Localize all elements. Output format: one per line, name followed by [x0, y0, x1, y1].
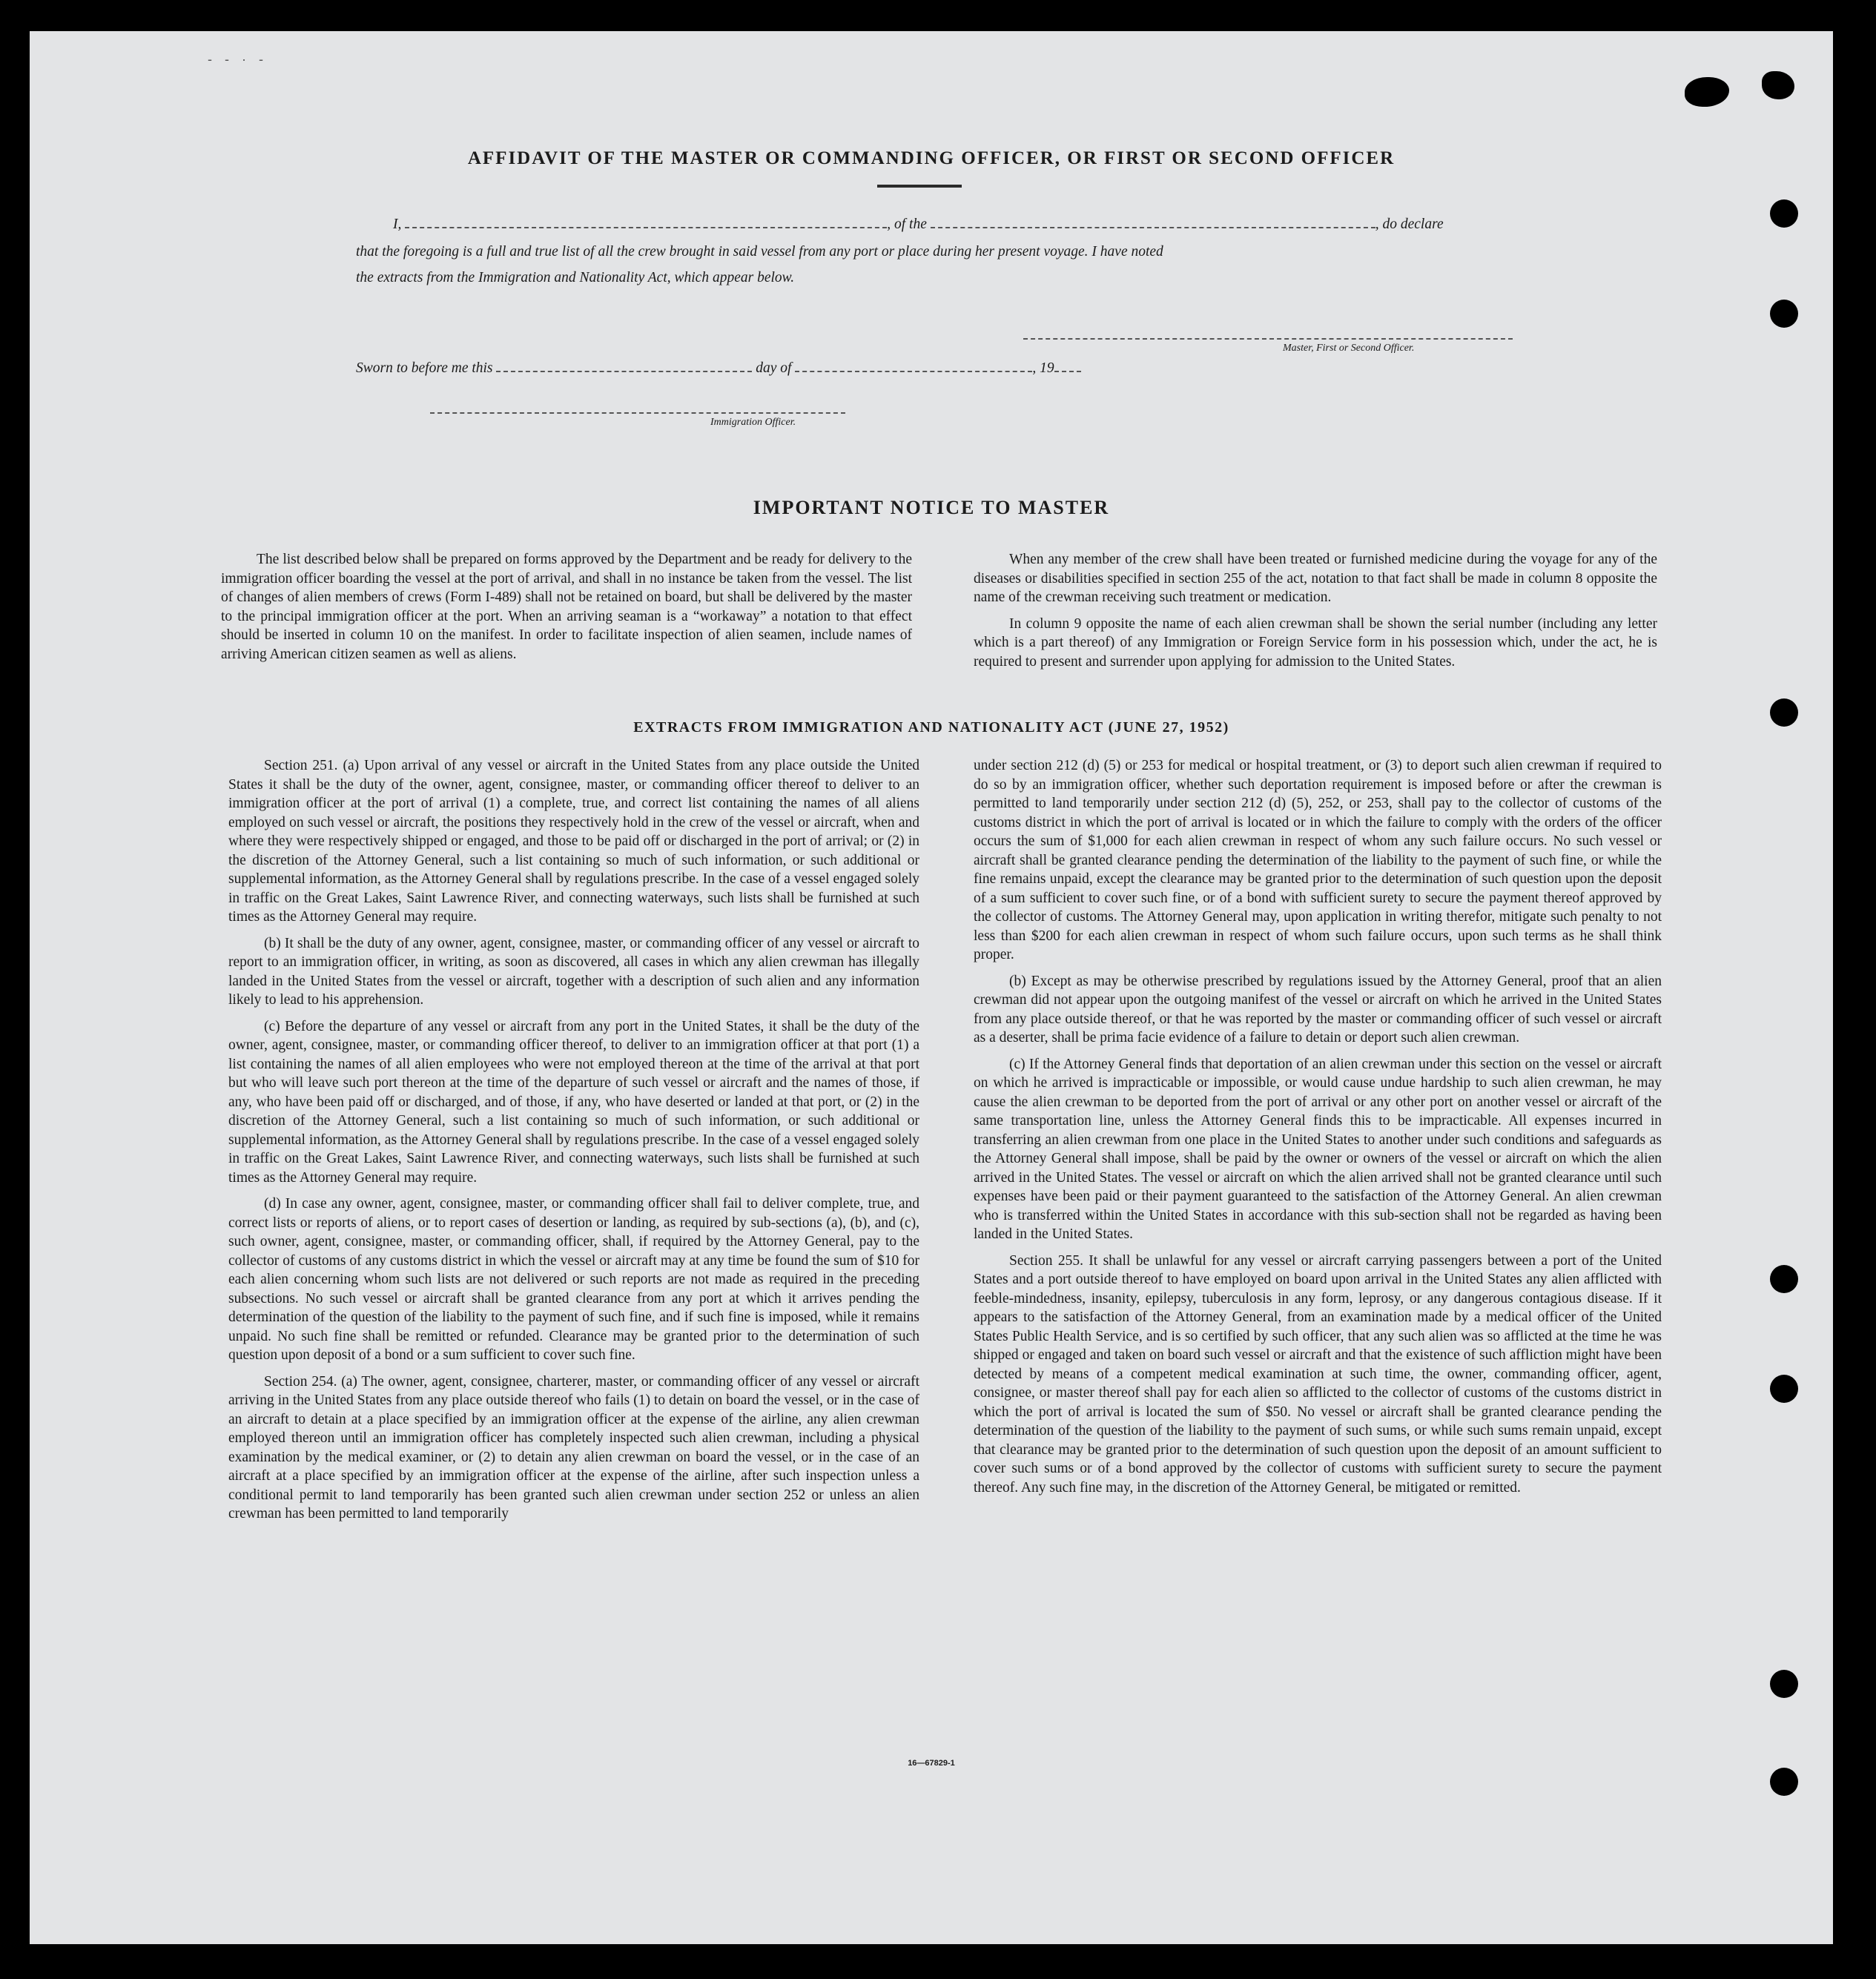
- declaration-body-1: that the foregoing is a full and true list of all the crew brought in said vessel from any port or place during her present voyage. I have noted: [356, 244, 1163, 260]
- punch-hole: [1770, 1375, 1798, 1403]
- declarant-name-blank[interactable]: [405, 217, 887, 228]
- section-251b: (b) It shall be the duty of any owner, agent, consignee, master, or commanding officer of any vessel or aircraft to report to an immigration officer, in writing, as soon as discovered, all cases in which any alien crewman has illegally landed in the United States from the vessel or aircraft, together with a description of such alien and any information likely to lead to his apprehension.: [228, 935, 919, 1008]
- form-page: [30, 31, 1833, 1944]
- notice-paragraph: When any member of the crew shall have been treated or furnished medicine during the voyage for any of the diseases or disabilities specified in section 255 of the act, notation to that fact shall be made in column 8 opposite the name of the crewman receiving such treatment or medication.: [974, 552, 1657, 605]
- ink-smudge: [1685, 77, 1729, 107]
- section-251d: (d) In case any owner, agent, consignee, master, or commanding officer shall fail to deliver complete, true, and correct lists or reports of aliens, or to report cases of desertion or landing, as required by sub-sections (a), (b), and (c), such owner, agent, consignee, master, or commanding officer, shall, if required by the Attorney General, pay to the collector of customs of any customs district in which the vessel or aircraft may at any time be found the sum of $10 for each alien concerning whom such lists are not delivered or such reports are not made as required in the preceding subsections. No such vessel or aircraft shall be granted clearance from any port at which it arrives pending the determination of the question of the liability to the payment of such fine, and if such fine is imposed, while it remains unpaid. No such fine shall be remitted or refunded. Clearance may be granted prior to the determination of such question upon deposit of a bond or a sum sufficient to cover such fine.: [228, 1196, 919, 1363]
- section-255: Section 255. It shall be unlawful for any vessel or aircraft carrying passengers between a port of the United States and a port outside thereof to have employed on board upon arrival in the United States any alien afflicted with feeble-mindedness, insanity, epilepsy, tuberculosis in any form, leprosy, or any dangerous contagious disease. If it appears to the satisfaction of the Attorney General, from an examination made by a medical officer of the United States Public Health Service, and is so certified by such officer, that any such alien was so afflicted at the time he was shipped or engaged and taken on board such vessel or aircraft and that the existence of such affliction might have been detected by means of a competent medical examination at such time, the owner, commanding officer, agent, consignee, or master thereof shall pay for each alien so afflicted to the collector of customs of the customs district in which the port of arrival is located the sum of $50. No vessel or aircraft shall be granted clearance pending the determination of the question of the liability to the payment of such sums, or while such sums remain unpaid, except that clearance may be granted prior to the determination of such question upon the deposit of an amount sufficient to cover such sums or of a bond approved by the collector of customs with sufficient surety to secure the payment thereof. Any such fine may, in the discretion of the Attorney General, be mitigated or remitted.: [974, 1252, 1662, 1496]
- section-254a-cont: under section 212 (d) (5) or 253 for medical or hospital treatment, or (3) to deport such alien crewman if required to do so by an immigration officer, whether such deportation requirement is imposed before or after the crewman is permitted to land temporarily under section 212 (d) (5), 252, or 253, shall pay to the collector of customs of the customs district in which the port of arrival is located or in which the failure to comply with the orders of the officer occurs the sum of $1,000 for each alien crewman in respect of whom any such failure occurs. No such vessel or aircraft shall be granted clearance pending the determination of the liability to the payment of such fine, or while the fine remains unpaid, except the clearance may be granted prior to the determination of such question upon the deposit of a sum sufficient to cover such fine, or of a bond with sufficient surety to secure the payment thereof approved by the collector of customs. The Attorney General may, upon application in writing therefor, mitigate such penalty to not less than $200 for each alien crewman in respect of whom such failure occurs, upon such terms as he shall think proper.: [974, 758, 1662, 962]
- punch-hole: [1770, 199, 1798, 228]
- section-251a: Section 251. (a) Upon arrival of any vessel or aircraft in the United States from any place outside the United States it shall be the duty of the owner, agent, consignee, master, or commanding officer thereof to deliver to an immigration officer at the port of arrival (1) a complete, true, and correct list containing the names of all aliens employed on such vessel or aircraft, the positions they respectively hold in the crew of the vessel or aircraft, when and where they were respectively shipped or engaged, and those to be paid off or discharged in the port of arrival; or (2) in the discretion of the Attorney General, such a list containing so much of such information, or such additional or supplemental information, as the Attorney General shall by regulations prescribe. In the case of a vessel engaged solely in traffic on the Great Lakes, Saint Lawrence River, and connecting waterways, such lists shall be furnished at such times as the Attorney General may require.: [228, 758, 919, 925]
- vessel-name-blank[interactable]: [931, 217, 1375, 228]
- do-declare-label: , do declare: [1375, 217, 1444, 232]
- notice-title: IMPORTANT NOTICE TO MASTER: [753, 497, 1110, 518]
- declaration-line: [393, 217, 1444, 233]
- notice-paragraph: In column 9 opposite the name of each alien crewman shall be shown the serial number (including any letter which is a part thereof) of any Immigration or Foreign Service form in his possession which, under the act, he is required to present and surrender upon applying for admission to the United States.: [974, 615, 1657, 670]
- sworn-year-blank[interactable]: [1054, 360, 1081, 372]
- notice-right-column: [974, 550, 1657, 678]
- officer-caption: Immigration Officer.: [710, 417, 796, 428]
- section-254b: (b) Except as may be otherwise prescribed by regulations issued by the Attorney General, proof that an alien crewman did not appear upon the outgoing manifest of the vessel or aircraft on which he arrived in the United States from any place outside thereof, or that he was reported by the master or commanding officer of such vessel or aircraft as a deserter, shall be prima facie evidence of a failure to detain or deport such alien crewman.: [974, 973, 1662, 1045]
- notice-paragraph: The list described below shall be prepared on forms approved by the Department and be ready for delivery to the immigration officer boarding the vessel at the port of arrival, and shall in no instance be taken from the vessel. The list of changes of alien members of crews (Form I-489) shall not be retained on board, but shall be delivered by the master to the principal immigration officer at the port. When an arriving seaman is a “workaway” a notation to that effect should be inserted in column 10 on the manifest. In order to facilitate inspection of alien seamen, include names of arriving American citizen seamen as well as aliens.: [221, 552, 912, 662]
- extracts-left-column: [228, 756, 919, 1531]
- affidavit-title: AFFIDAVIT OF THE MASTER OR COMMANDING OFFICER, OR FIRST OR SECOND OFFICER: [467, 148, 1396, 168]
- sworn-day-blank[interactable]: [496, 360, 752, 372]
- extracts-right-column: [974, 756, 1662, 1504]
- section-254c: (c) If the Attorney General finds that deportation of an alien crewman under this section on the vessel or aircraft on which he arrived is impracticable or impossible, or would cause undue hardship to such alien crewman, he may cause the alien crewman to be deported from the port of arrival or any other port on another vessel or aircraft of the same transportation line, unless the Attorney General finds this to be impracticable. All expenses incurred in transferring an alien crewman from one place in the United States to another under such conditions and safeguards as the Attorney General shall impose, shall be paid by the owner or owners of the vessel or aircraft on which the alien arrived in the United States. The vessel or aircraft on which the alien arrived shall not be granted clearance until such expenses have been paid or their payment guaranteed to the satisfaction of the Attorney General. An alien crewman who is transferred within the United States in accordance with this sub-section shall not be regarded as having been landed in the United States.: [974, 1056, 1662, 1242]
- extracts-title: EXTRACTS FROM IMMIGRATION AND NATIONALITY ACT (JUNE 27, 1952): [633, 719, 1229, 736]
- punch-hole: [1770, 300, 1798, 328]
- day-of-label: day of: [756, 360, 792, 376]
- form-number: 16—67829-1: [908, 1759, 955, 1768]
- punch-hole: [1770, 1670, 1798, 1698]
- punch-hole: [1770, 1768, 1798, 1796]
- section-251c: (c) Before the departure of any vessel or aircraft from any port in the United States, it shall be the duty of the owner, agent, consignee, master, or commanding officer thereof, to deliver to an immigration officer at that port (1) a list containing the names of all alien employees who were not employed thereon at the time of the arrival at that port but who will leave such port thereon at the time of the departure of such vessel or aircraft and the names of those, if any, who have been paid off or discharged, and of those, if any, who have deserted or landed at that port, or (2) in the discretion of the Attorney General, such a list containing so much of such information, or such additional or supplemental information, as the Attorney General shall by regulations prescribe. In the case of a vessel engaged solely in traffic on the Great Lakes, Saint Lawrence River, and connecting waterways, such lists shall be furnished at such times as the Attorney General may require.: [228, 1018, 919, 1186]
- of-the-label: , of the: [887, 217, 927, 232]
- margin-marks: - - · -: [208, 52, 268, 67]
- notice-left-column: [221, 550, 912, 671]
- ink-smudge: [1762, 71, 1794, 99]
- officer-signature-line[interactable]: [430, 402, 845, 417]
- year-label: , 19: [1032, 360, 1054, 376]
- declarant-label: I,: [393, 217, 402, 232]
- sworn-month-blank[interactable]: [795, 360, 1032, 372]
- declaration-body-2: the extracts from the Immigration and Nationality Act, which appear below.: [356, 270, 795, 285]
- punch-hole: [1770, 1265, 1798, 1293]
- signature-line[interactable]: [1023, 328, 1513, 343]
- section-254a: Section 254. (a) The owner, agent, consignee, charterer, master, or commanding officer of any vessel or aircraft arriving in the United States from any place outside thereof who fails (1) to detain on board the vessel, or in the case of an aircraft to detain at a place specified by an immigration officer at the expense of the airline, any alien crewman employed thereon until an immigration officer has completely inspected such alien crewman, including a physical examination by the medical examiner, or (2) to detain any alien crewman on board the vessel, or in the case of an aircraft at a place specified by an immigration officer at the expense of the airline, after such inspection unless a conditional permit to land temporarily has been granted such alien crewman under section 252 or unless an alien crewman has been permitted to land temporarily: [228, 1373, 919, 1522]
- sworn-label: Sworn to before me this: [356, 360, 493, 376]
- title-rule: [877, 185, 962, 188]
- sworn-line: [356, 360, 1081, 377]
- signature-caption: Master, First or Second Officer.: [1283, 343, 1415, 354]
